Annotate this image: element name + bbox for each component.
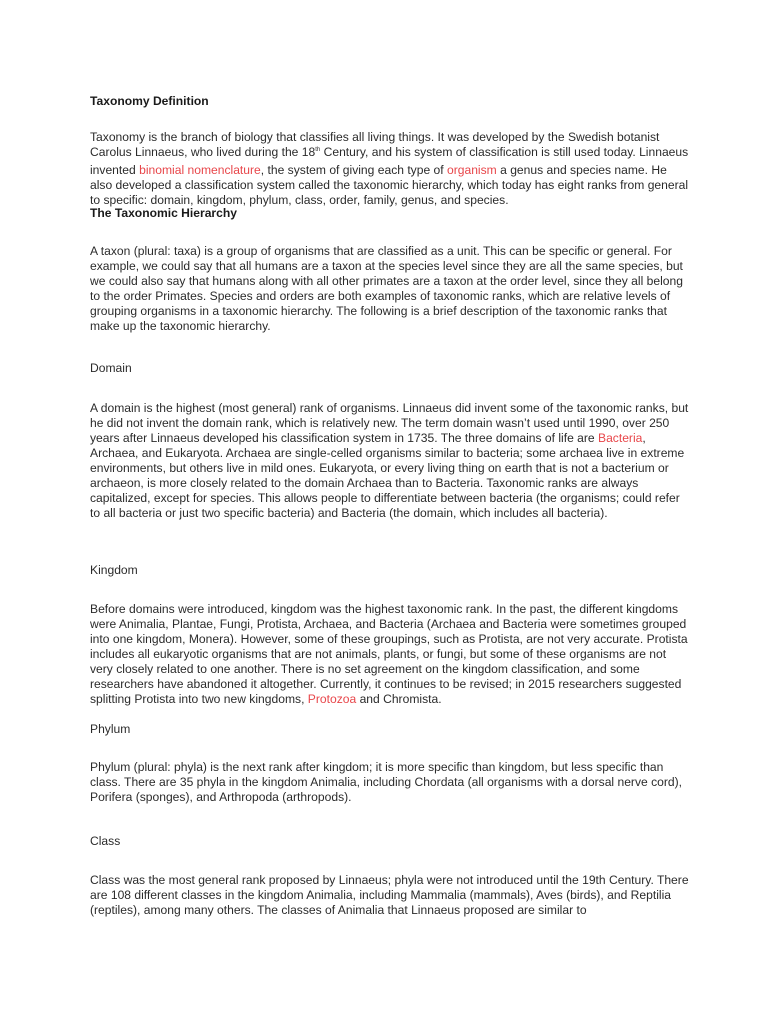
organism-link[interactable]: organism: [447, 163, 497, 177]
class-paragraph: Class was the most general rank proposed by Linnaeus; phyla were not introduced until the 19th Century. There are 108 different classes in the kingdom Animalia, including Mammalia (mammals), Aves (birds), and Reptilia (reptiles), among many others. The classes of Animalia that Linnaeus proposed are similar to: [90, 873, 689, 917]
intro-paragraph: [90, 130, 690, 208]
domain-text-1: A domain is the highest (most general) rank of organisms. Linnaeus did invent some of the taxonomic ranks, but he did not invent the domain rank, which is relatively new. The term domain wasn’t used until 1990, over 250 years after Linnaeus developed his classification system in 1735. The three domains of life are: [90, 401, 689, 445]
domain-text-2: , Archaea, and Eukaryota. Archaea are single-celled organisms similar to bacteria; some archaea live in extreme environments, but others live in mild ones. Eukaryota, or every living thing on earth that is not a bacterium or archaeon, is more closely related to the domain Archaea than to Bacteria. Taxonomic ranks are always capitalized, except for species. This allows people to differentiate between bacteria (the organisms; could refer to all bacteria or just two specific bacteria) and Bacteria (the domain, which includes all bacteria).: [90, 431, 685, 520]
ordinal-superscript: th: [315, 147, 321, 153]
kingdom-text-2: and Chromista.: [356, 692, 442, 706]
class-heading: Class: [90, 834, 121, 848]
hierarchy-paragraph: A taxon (plural: taxa) is a group of organisms that are classified as a unit. This can be specific or general. For example, we could say that all humans are a taxon at the species level since they are all the same species, but we could also say that humans along with all other primates are a taxon at the order level, since they all belong to the order Primates. Species and orders are both examples of taxonomic ranks, which are relative levels of grouping organisms in a taxonomic hierarchy. The following is a brief description of the taxonomic ranks that make up the taxonomic hierarchy.: [90, 244, 683, 333]
bacteria-link[interactable]: Bacteria: [598, 431, 643, 445]
domain-paragraph: [90, 401, 690, 521]
taxonomic-hierarchy-heading: The Taxonomic Hierarchy: [90, 206, 237, 220]
intro-text-2: Century, and his system of classification is still used today. Linnaeus invented: [90, 145, 689, 177]
kingdom-paragraph: [90, 602, 690, 707]
document-title: Taxonomy Definition: [90, 94, 209, 108]
intro-text-1: Taxonomy is the branch of biology that classifies all living things. It was developed by the Swedish botanist Carolus Linnaeus, who lived during the 18: [90, 130, 660, 159]
kingdom-heading: Kingdom: [90, 563, 138, 577]
phylum-paragraph: Phylum (plural: phyla) is the next rank after kingdom; it is more specific than kingdom, but less specific than class. There are 35 phyla in the kingdom Animalia, including Chordata (all organisms with a dorsal nerve cord), Porifera (sponges), and Arthropoda (arthropods).: [90, 760, 682, 804]
binomial-nomenclature-link[interactable]: binomial nomenclature: [139, 163, 261, 177]
intro-text-3: , the system of giving each type of: [260, 163, 447, 177]
domain-heading: Domain: [90, 361, 132, 375]
protozoa-link[interactable]: Protozoa: [307, 692, 357, 706]
kingdom-text-1: Before domains were introduced, kingdom was the highest taxonomic rank. In the past, the different kingdoms were Animalia, Plantae, Fungi, Protista, Archaea, and Bacteria (Archaea and Bacteria were sometimes grouped into one kingdom, Monera). However, some of these groupings, such as Protista, are not very accurate. Protista includes all eukaryotic organisms that are not animals, plants, or fungi, but some of these organisms are not very closely related to one another. There is no set agreement on the kingdom classification, and some researchers have abandoned it altogether. Currently, it continues to be revised; in 2015 researchers suggested splitting Protista into two new kingdoms,: [90, 602, 688, 706]
phylum-heading: Phylum: [90, 722, 131, 736]
intro-text-4: a genus and species name. He also developed a classification system called the taxonomic hierarchy, which today has eight ranks from general to specific: domain, kingdom, phylum, class, order, family, genus, and species.: [90, 163, 689, 207]
